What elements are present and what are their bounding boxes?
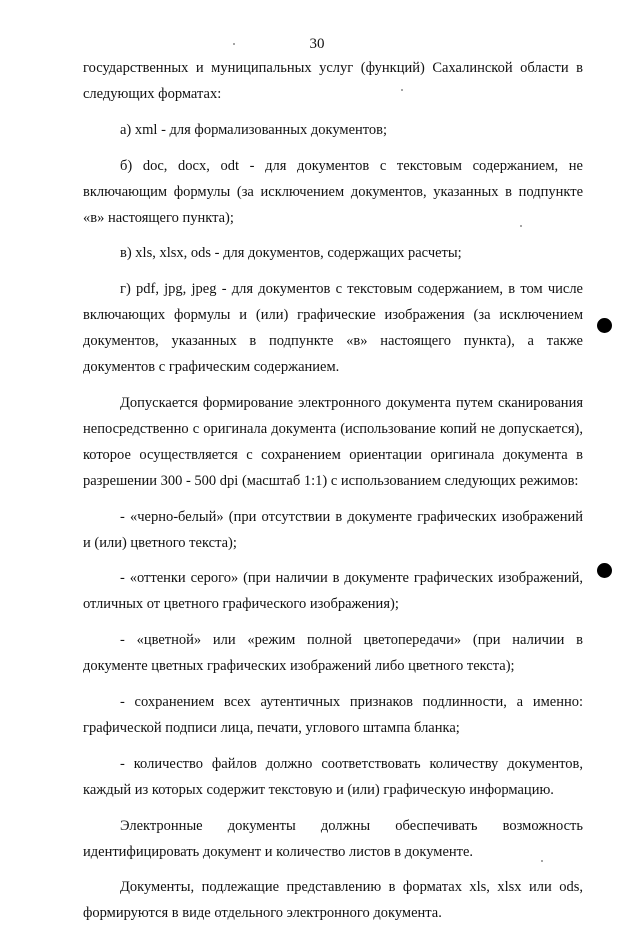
paragraph-mode-bw: - «черно-белый» (при отсутствии в документе графических изображений и (или) цветного текста);	[83, 508, 583, 551]
document-body	[83, 56, 583, 927]
paragraph-scanning: Допускается формирование электронного документа путем сканирования непосредственно с оригинала документа (использование копий не допускается), которое осуществляется с сохранением ориентации оригинала документа в разрешении 300 - 500 dpi (масштаб 1:1) с использованием следующих режимов:	[83, 394, 583, 489]
punch-hole-bottom	[597, 563, 612, 578]
paragraph-identification: Электронные документы должны обеспечивать возможность идентифицировать документ и количество листов в документе.	[83, 817, 583, 860]
scan-speck	[401, 89, 403, 91]
paragraph-format-pdf: г) pdf, jpg, jpeg - для документов с текстовым содержанием, в том числе включающих формулы и (или) графические изображения (за исключением документов, указанных в подпункте «в» настоящего пункта), а также документов с графическим содержанием.	[83, 281, 583, 376]
paragraph-mode-gray: - «оттенки серого» (при наличии в документе графических изображений, отличных от цветного графического изображения);	[83, 570, 583, 613]
paragraph-spreadsheets: Документы, подлежащие представлению в форматах xls, xlsx или ods, формируются в виде отдельного электронного документа.	[83, 879, 583, 922]
scan-speck	[520, 225, 522, 227]
paragraph-format-xml: а) xml - для формализованных документов;	[120, 121, 388, 138]
punch-hole-top	[597, 318, 612, 333]
paragraph-authenticity: - сохранением всех аутентичных признаков подлинности, а именно: графической подписи лица, печати, углового штампа бланка;	[83, 694, 583, 736]
paragraph-file-count: - количество файлов должно соответствовать количеству документов, каждый из которых содержит текстовую и (или) графическую информацию.	[83, 755, 583, 798]
paragraph-continuation: государственных и муниципальных услуг (функций) Сахалинской области в следующих форматах:	[83, 60, 583, 102]
page-number: 30	[309, 36, 325, 52]
paragraph-mode-color: - «цветной» или «режим полной цветопередачи» (при наличии в документе цветных графических изображений либо цветного текста);	[83, 632, 583, 675]
scan-speck	[233, 43, 235, 45]
paragraph-format-doc: б) doc, docx, odt - для документов с текстовым содержанием, не включающим формулы (за исключением документов, указанных в подпункте «в» настоящего пункта);	[83, 157, 583, 226]
scan-speck	[541, 860, 543, 862]
paragraph-format-xls: в) xls, xlsx, ods - для документов, содержащих расчеты;	[120, 245, 462, 262]
